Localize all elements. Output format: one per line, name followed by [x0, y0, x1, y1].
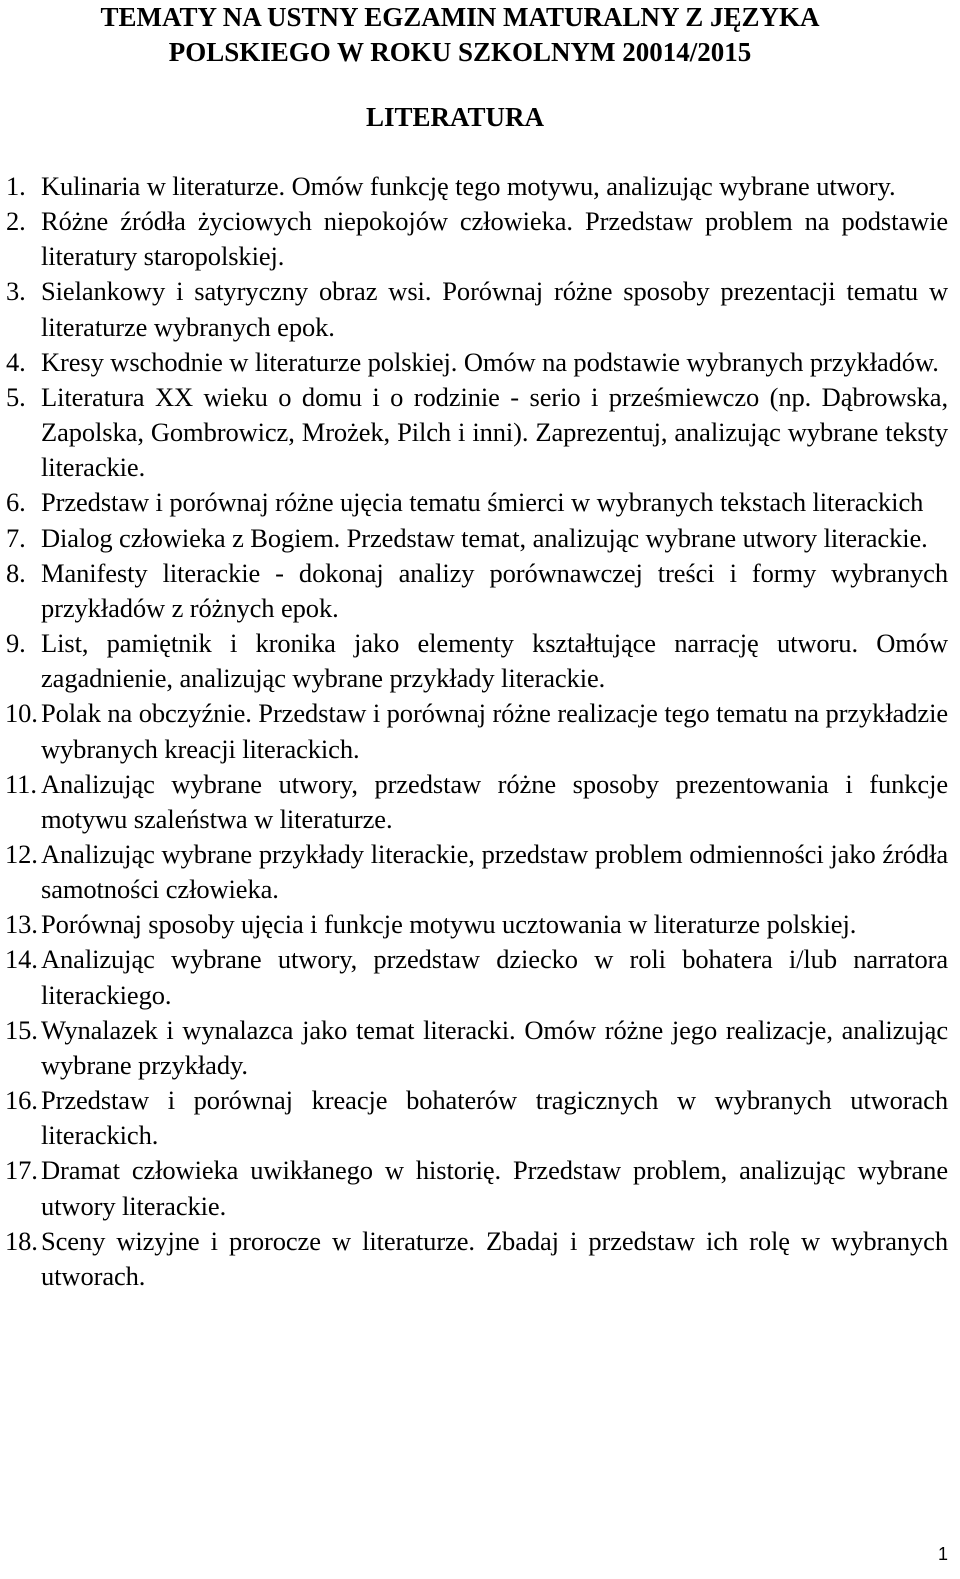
document-title-line-2: POLSKIEGO W ROKU SZKOLNYM 20014/2015 [168, 37, 752, 67]
topic-text: Dramat człowieka uwikłanego w historię. Przedstaw problem, analizując wybrane utwory literackie. [41, 1155, 948, 1221]
topic-text: Kresy wschodnie w literaturze polskiej. Omów na podstawie wybranych przykładów. [41, 346, 939, 377]
topic-item [0, 626, 948, 696]
topic-item [0, 485, 948, 520]
topic-item [0, 942, 948, 1012]
topic-item [0, 204, 948, 274]
topic-number: 12. [5, 838, 38, 869]
topic-number: 9. [6, 628, 26, 659]
topic-text: Porównaj sposoby ujęcia i funkcje motywu ucztowania w literaturze polskiej. [41, 909, 857, 940]
topic-text: Sielankowy i satyryczny obraz wsi. Porównaj różne sposoby prezentacji tematu w literaturze wybranych epok. [41, 276, 948, 342]
topic-item [0, 907, 948, 942]
topic-text: Sceny wizyjne i prorocze w literaturze. Zbadaj i przedstaw ich rolę w wybranych utworach. [41, 1225, 948, 1291]
topic-number: 14. [5, 944, 38, 975]
topic-number: 5. [6, 381, 26, 412]
topic-text: Analizując wybrane utwory, przedstaw różne sposoby prezentowania i funkcje motywu szaleństwa w literaturze. [41, 768, 948, 834]
topic-number: 8. [6, 557, 26, 588]
topic-item [0, 556, 948, 626]
topic-number: 7. [6, 522, 26, 553]
topic-number: 10. [5, 698, 38, 729]
topic-text: List, pamiętnik i kronika jako elementy kształtujące narrację utworu. Omów zagadnienie, analizując wybrane przykłady literackie. [41, 628, 948, 694]
topic-item [0, 380, 948, 485]
topic-number: 6. [6, 487, 26, 518]
topic-number: 15. [5, 1014, 38, 1045]
topic-item [0, 169, 948, 204]
topic-number: 4. [6, 346, 26, 377]
topic-text: Wynalazek i wynalazca jako temat literacki. Omów różne jego realizacje, analizując wybrane przykłady. [41, 1014, 948, 1080]
topic-number: 2. [6, 206, 26, 237]
document-title [0, 0, 920, 70]
topic-number: 17. [5, 1155, 38, 1186]
topic-item [0, 1153, 948, 1223]
page-number: 1 [937, 1544, 948, 1564]
topic-text: Przedstaw i porównaj różne ujęcia tematu śmierci w wybranych tekstach literackich [41, 487, 924, 518]
topic-number: 16. [5, 1085, 38, 1116]
topic-item [0, 767, 948, 837]
topic-text: Literatura XX wieku o domu i o rodzinie - serio i prześmiewczo (np. Dąbrowska, Zapolska, Gombrowicz, Mrożek, Pilch i inni). Zaprezentuj, analizując wybrane teksty literackie. [41, 381, 948, 483]
document-title-line-1: TEMATY NA USTNY EGZAMIN MATURALNY Z JĘZYKA [100, 2, 820, 32]
topic-text: Kulinaria w literaturze. Omów funkcję tego motywu, analizując wybrane utwory. [41, 171, 896, 201]
topic-item [0, 345, 948, 380]
topic-number: 13. [5, 909, 38, 940]
section-heading: LITERATURA [365, 102, 545, 132]
topic-item [0, 521, 948, 556]
topic-text: Analizując wybrane przykłady literackie, przedstaw problem odmienności jako źródła samotności człowieka. [41, 838, 948, 905]
topic-item [0, 696, 948, 766]
topic-list [0, 169, 948, 1294]
topic-number: 18. [5, 1225, 38, 1256]
topic-number: 3. [6, 276, 26, 307]
topic-item [0, 1224, 948, 1294]
topic-text: Przedstaw i porównaj kreacje bohaterów tragicznych w wybranych utworach literackich. [41, 1085, 948, 1151]
topic-number: 1. [6, 171, 26, 201]
topic-text: Analizując wybrane utwory, przedstaw dziecko w roli bohatera i/lub narratora literackiego. [41, 944, 948, 1010]
topic-item [0, 837, 948, 907]
topic-text: Manifesty literackie - dokonaj analizy porównawczej treści i formy wybranych przykładów z różnych epok. [41, 557, 948, 623]
topic-item [0, 1013, 948, 1083]
topic-number: 11. [5, 768, 37, 799]
topic-text: Dialog człowieka z Bogiem. Przedstaw temat, analizując wybrane utwory literackie. [41, 522, 928, 553]
topic-item [0, 1083, 948, 1153]
topic-text: Polak na obczyźnie. Przedstaw i porównaj różne realizacje tego tematu na przykładzie wybranych kreacji literackich. [41, 698, 948, 764]
topic-item [0, 274, 948, 344]
topic-text: Różne źródła życiowych niepokojów człowieka. Przedstaw problem na podstawie literatury staropolskiej. [41, 206, 948, 272]
